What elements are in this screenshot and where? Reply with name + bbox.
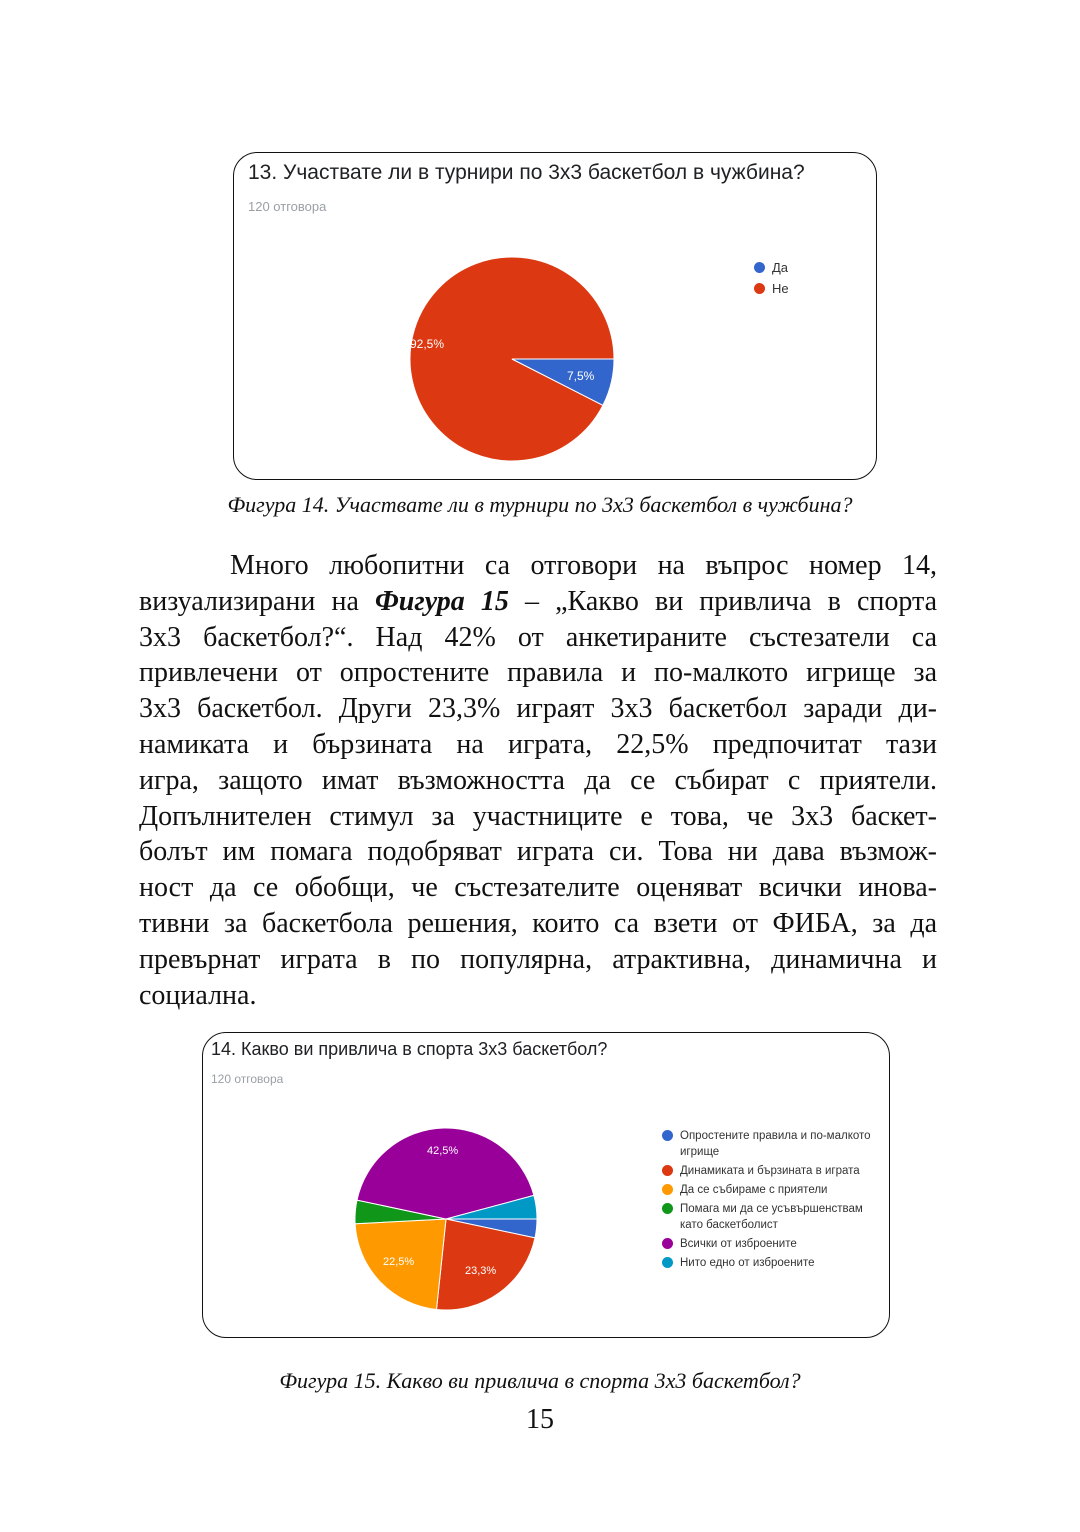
paragraph-line: тивни за баскетбола решения, които са взети от ФИБА, за да	[139, 907, 937, 939]
paragraph-line: социална.	[139, 979, 257, 1011]
paragraph-line: игра, защото имат възможността да се събират с приятели.	[139, 764, 937, 796]
legend-item	[662, 1163, 887, 1179]
legend-dot-icon	[662, 1165, 673, 1176]
response-count: 120 отговора	[211, 1072, 284, 1086]
legend-item	[662, 1128, 887, 1160]
legend-label: Нито едно от изброените	[680, 1257, 815, 1269]
slice-label-yes: 7,5%	[567, 369, 595, 383]
legend-label: Да	[772, 260, 789, 275]
legend-label: Помага ми да се усъвършенствам като баскетболист	[680, 1203, 863, 1231]
chart-legend	[662, 1128, 887, 1271]
legend-dot-icon	[754, 262, 765, 273]
legend-label: Да се събираме с приятели	[680, 1184, 828, 1196]
slice-label-all: 42,5%	[427, 1145, 459, 1157]
paragraph-line: 3х3 баскетбол?“. Над 42% от анкетираните състезатели са	[139, 621, 937, 653]
paragraph-line: намиката и бързината на играта, 22,5% предпочитат тази	[139, 728, 937, 760]
paragraph-line: 3х3 баскетбол. Други 23,3% играят 3х3 баскетбол заради ди-	[139, 693, 937, 725]
legend-dot-icon	[754, 283, 765, 294]
figure-14-chart-card	[233, 152, 877, 480]
figure-reference: Фигура 15	[375, 585, 509, 617]
slice-label-no: 92,5%	[410, 337, 445, 351]
legend-item	[662, 1201, 887, 1233]
legend-label: Динамиката и бързината в играта	[680, 1165, 860, 1177]
paragraph-text: – „Какво ви привлича в спорта	[524, 585, 938, 617]
paragraph-line: болът им помага подобряват играта си. Това ни дава възмож-	[139, 836, 937, 868]
legend-dot-icon	[662, 1238, 673, 1249]
legend-item	[662, 1236, 887, 1252]
legend-item	[662, 1255, 887, 1271]
slice-label-dynamics: 23,3%	[465, 1265, 497, 1277]
figure-14-caption: Фигура 14. Участвате ли в турнири по 3х3 баскетбол в чужбина?	[227, 492, 853, 517]
paragraph-line: привлечени от опростените правила и по-малкото игрище за	[139, 657, 937, 689]
pie-chart-13	[234, 153, 878, 481]
legend-label: Всички от изброените	[680, 1238, 797, 1250]
legend-item-yes	[754, 260, 789, 275]
legend-item-no	[754, 281, 789, 296]
slice-label-friends: 22,5%	[383, 1256, 415, 1268]
legend-item	[662, 1182, 887, 1198]
legend-label: Опростените правила и по-малкото игрище	[680, 1130, 871, 1158]
paragraph-line: Допълнителен стимул за участниците е това, че 3х3 баскет-	[139, 800, 937, 832]
paragraph-line	[139, 584, 937, 620]
legend-dot-icon	[662, 1130, 673, 1141]
legend-dot-icon	[662, 1203, 673, 1214]
body-paragraph	[139, 548, 937, 1013]
paragraph-line: ност да се обобщи, че състезателите оценяват всички инова-	[139, 872, 937, 904]
legend-dot-icon	[662, 1257, 673, 1268]
paragraph-text: визуализирани на	[139, 585, 359, 617]
legend-dot-icon	[662, 1184, 673, 1195]
legend-label: Не	[772, 281, 789, 296]
chart-title: 14. Какво ви привлича в спорта 3х3 баскетбол?	[211, 1039, 608, 1059]
paragraph-line: Много любопитни са отговори на въпрос номер 14,	[230, 550, 937, 581]
chart-title: 13. Участвате ли в турнири по 3х3 баскетбол в чужбина?	[248, 161, 805, 184]
figure-15-chart-card	[202, 1032, 890, 1338]
figure-15-caption: Фигура 15. Какво ви привлича в спорта 3х3 баскетбол?	[279, 1368, 801, 1393]
response-count: 120 отговора	[248, 199, 327, 214]
page-number: 15	[526, 1404, 554, 1435]
chart-legend	[754, 260, 789, 296]
paragraph-line: превърнат играта в по популярна, атрактивна, динамична и	[139, 943, 937, 975]
